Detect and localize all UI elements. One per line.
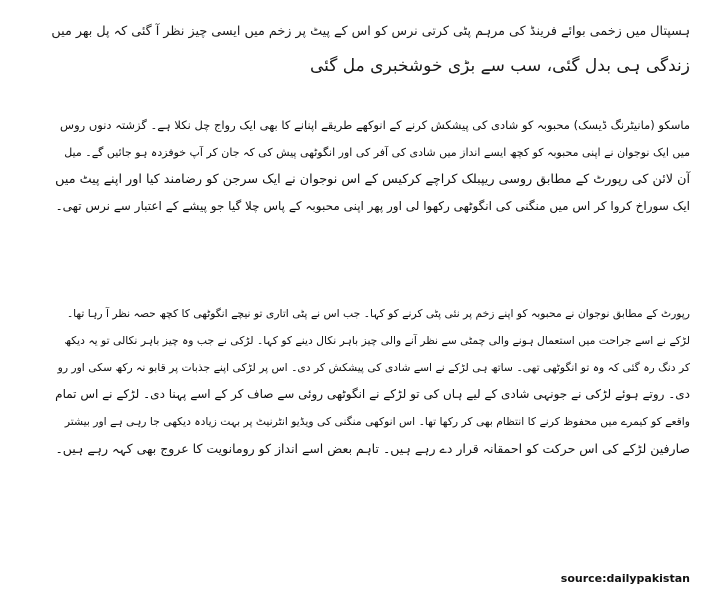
paragraph-line: واقعے کو کیمرے میں محفوظ کرنے کا انتظام بھی کر رکھا تھا۔ اس انوکھی منگنی کی ویڈیو انٹرنیٹ پر بہت زیادہ دیکھی جا رہی ہے اور بیشتر xyxy=(64,415,690,428)
paragraph-line: صارفین لڑکے کی اس حرکت کو احمقانہ قرار دے رہے ہیں۔ تاہم بعض اسے انداز کو رومانویت کا عروج بھی کہہ رہے ہیں۔ xyxy=(55,441,690,456)
paragraph-line: کر دنگ رہ گئی کہ وہ تو انگوٹھی تھی۔ ساتھ ہی لڑکے نے اسے شادی کی پیشکش کر دی۔ اس پر لڑکی اپنے جذبات پر قابو نہ رکھ سکی اور رو xyxy=(57,361,690,374)
headline-line: ہسپتال میں زخمی بوائے فرینڈ کی مرہم پٹی کرتی نرس کو اس کے پیٹ پر زخم میں ایسی چیز نظر آ گئی کہ پل بھر میں xyxy=(51,24,690,39)
paragraph-line: ایک سوراخ کروا کر اس میں منگنی کی انگوٹھی رکھوا لی اور پھر اپنی محبوبہ کے پاس چلا گیا جو پیشے کے اعتبار سے نرس تھی۔ xyxy=(55,199,690,213)
paragraph-line: دی۔ روتے ہوئے لڑکی نے جونہی شادی کے لیے ہاں کی تو لڑکے نے انگوٹھی روئی سے صاف کر کے اسے پہنا دی۔ لڑکے نے اس تمام xyxy=(55,387,690,401)
paragraph-line: لڑکے نے اسے جراحت میں استعمال ہونے والی چمٹی سے نظر آنے والی چیز باہر نکال دینے کو کہا۔ لڑکی نے جب وہ چیز باہر نکالی تو یہ دیکھ xyxy=(64,334,690,347)
paragraph-line: آن لائن کی رپورٹ کے مطابق روسی ریپبلک کراچے کرکیس کے اس نوجوان نے ایک سرجن کو رضامند کیا اور اپنے پیٹ میں xyxy=(55,172,690,187)
article-paragraph-2 xyxy=(54,300,690,462)
headline-line: زندگی ہی بدل گئی، سب سے بڑی خوشخبری مل گئی xyxy=(309,56,690,76)
paragraph-line: رپورٹ کے مطابق نوجوان نے محبوبہ کو اپنے زخم پر نئی پٹی کرنے کو کہا۔ جب اس نے پٹی اتاری تو نیچے انگوٹھی کا کچھ حصہ نظر آ رہا تھا۔ xyxy=(66,307,690,320)
paragraph-line: میں ایک نوجوان نے اپنی محبوبہ کو کچھ ایسے انداز میں شادی کی آفر کی اور انگوٹھی پیش کی کہ جان کر آپ خوفزدہ ہو جائیں گے۔ میل xyxy=(64,146,690,159)
article-headline xyxy=(40,14,690,84)
paragraph-line: ماسکو (مانیٹرنگ ڈیسک) محبوبہ کو شادی کی پیشکش کرنے کے انوکھے طریقے اپنانے کا بھی ایک رواج چل نکلا ہے۔ گزشتہ دنوں روس xyxy=(60,118,690,132)
source-credit: source:dailypakistan xyxy=(560,572,690,585)
article-paragraph-1 xyxy=(54,112,690,220)
